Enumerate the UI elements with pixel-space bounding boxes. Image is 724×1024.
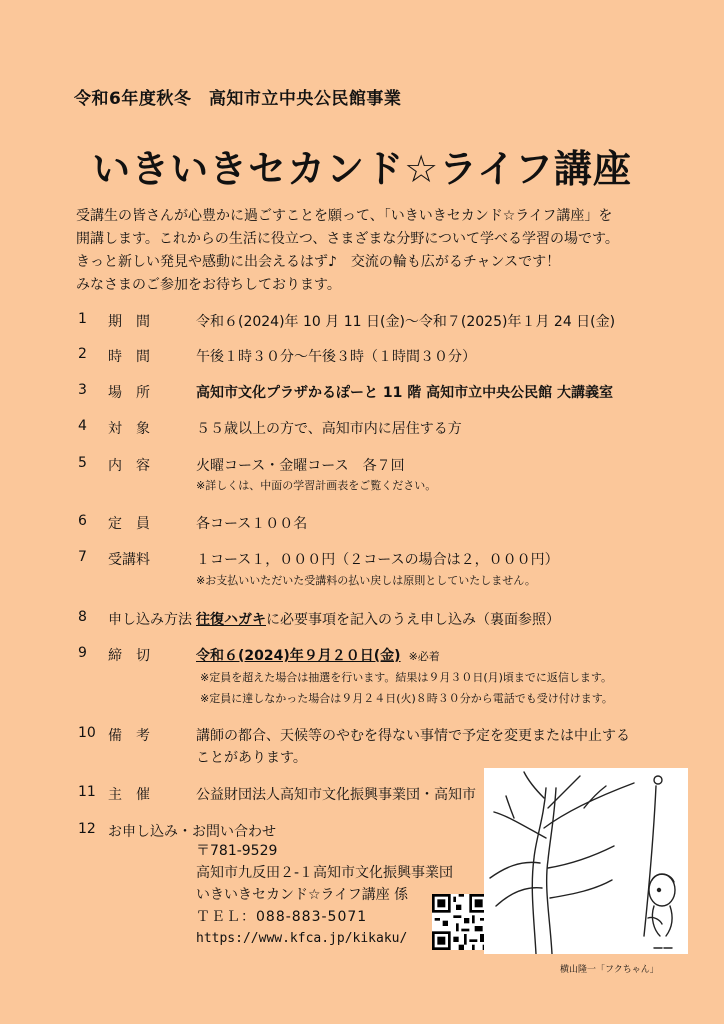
item-value: 講師の都合、天候等のやむを得ない事情で予定を変更または中止する [196, 728, 630, 744]
item-value: ことがあります。 [196, 750, 307, 766]
intro-line: 開講します。これからの生活に役立つ、さまざまな分野について学べる学習の場です。 [76, 231, 619, 247]
deadline-date: 令和６(2024)年９月２０日(金) [196, 648, 401, 664]
item-label: 期 間 [108, 314, 150, 330]
item-label: 受講料 [108, 552, 150, 568]
item-note: ※お支払いいただいた受講料の払い戻しは原則としていたしません。 [196, 574, 536, 587]
item-number: 6 [78, 513, 87, 529]
intro-line: 受講生の皆さんが心豊かに過ごすことを願って、「いきいきセカンド☆ライフ講座」を [76, 208, 613, 224]
item-label: 場 所 [108, 385, 150, 401]
item-number: 2 [78, 346, 87, 362]
item-number: 12 [78, 821, 96, 837]
item-value [196, 609, 560, 629]
item-label: 定 員 [108, 516, 150, 532]
item-number: 11 [78, 784, 96, 800]
illustration-caption: 横山隆一「フクちゃん」 [560, 965, 659, 975]
item-label: お申し込み・お問い合わせ [108, 824, 276, 840]
fukuchan-illustration [484, 768, 688, 954]
contact-tel: ＴＥＬ：088-883-5071 [196, 909, 368, 925]
item-number: 10 [78, 725, 96, 741]
contact-url[interactable]: https://www.kfca.jp/kikaku/ [196, 931, 408, 946]
intro-paragraph [76, 205, 676, 297]
item-number: 5 [78, 455, 87, 471]
item-value: 各コース１００名 [196, 516, 308, 532]
contact-dept: いきいきセカンド☆ライフ講座 係 [196, 887, 409, 903]
item-number: 3 [78, 382, 87, 398]
item-label: 時 間 [108, 349, 150, 365]
item-value-rest: に必要事項を記入のうえ申し込み（裏面参照） [266, 612, 560, 628]
contact-block [196, 840, 453, 950]
item-number: 8 [78, 609, 87, 625]
contact-postal: 〒781-9529 [196, 843, 278, 859]
intro-line: きっと新しい発見や感動に出会えるはず♪ 交流の輪も広がるチャンスです！ [76, 254, 561, 270]
item-number: 4 [78, 418, 87, 434]
postcard-highlight: 往復ハガキ [196, 612, 266, 628]
contact-address: 高知市九反田２-１高知市文化振興事業団 [196, 865, 454, 881]
item-label: 締 切 [108, 648, 150, 664]
item-label: 内 容 [108, 458, 150, 474]
item-note: ※定員を超えた場合は抽選を行います。結果は９月３０日(月)頃までに返信します。 [200, 671, 613, 684]
item-label: 対 象 [108, 421, 150, 437]
item-number: 7 [78, 549, 87, 565]
item-label: 備 考 [108, 728, 150, 744]
item-value: ５５歳以上の方で、高知市内に居住する方 [196, 421, 462, 437]
deadline-note: ※必着 [408, 650, 440, 663]
item-value: 高知市文化プラザかるぽーと 11 階 高知市立中央公民館 大講義室 [196, 385, 613, 401]
item-note: ※定員に達しなかった場合は９月２４日(火)８時３０分から電話でも受け付けます。 [200, 692, 613, 705]
item-value: １コース１，０００円（２コースの場合は２，０００円） [196, 552, 559, 568]
page-title: いきいきセカンド☆ライフ講座 [92, 147, 632, 191]
item-label: 主 催 [108, 787, 150, 803]
item-value: 公益財団法人高知市文化振興事業団・高知市 [196, 787, 476, 803]
item-number: 1 [78, 311, 87, 327]
item-value: 火曜コース・金曜コース 各７回 [196, 458, 405, 474]
item-value: 午後１時３０分～午後３時（１時間３０分） [196, 349, 476, 365]
item-number: 9 [78, 645, 87, 661]
item-note: ※詳しくは、中面の学習計画表をご覧ください。 [196, 479, 437, 492]
item-value: 令和６(2024)年 10 月 11 日(金)～令和７(2025)年１月 24 日(金) [196, 314, 616, 330]
qr-code[interactable] [432, 894, 488, 950]
item-value [196, 645, 440, 665]
subtitle: 令和6年度秋冬 高知市立中央公民館事業 [74, 89, 402, 109]
intro-line: みなさまのご参加をお待ちしております。 [76, 277, 341, 293]
item-label: 申し込み方法 [108, 612, 192, 628]
